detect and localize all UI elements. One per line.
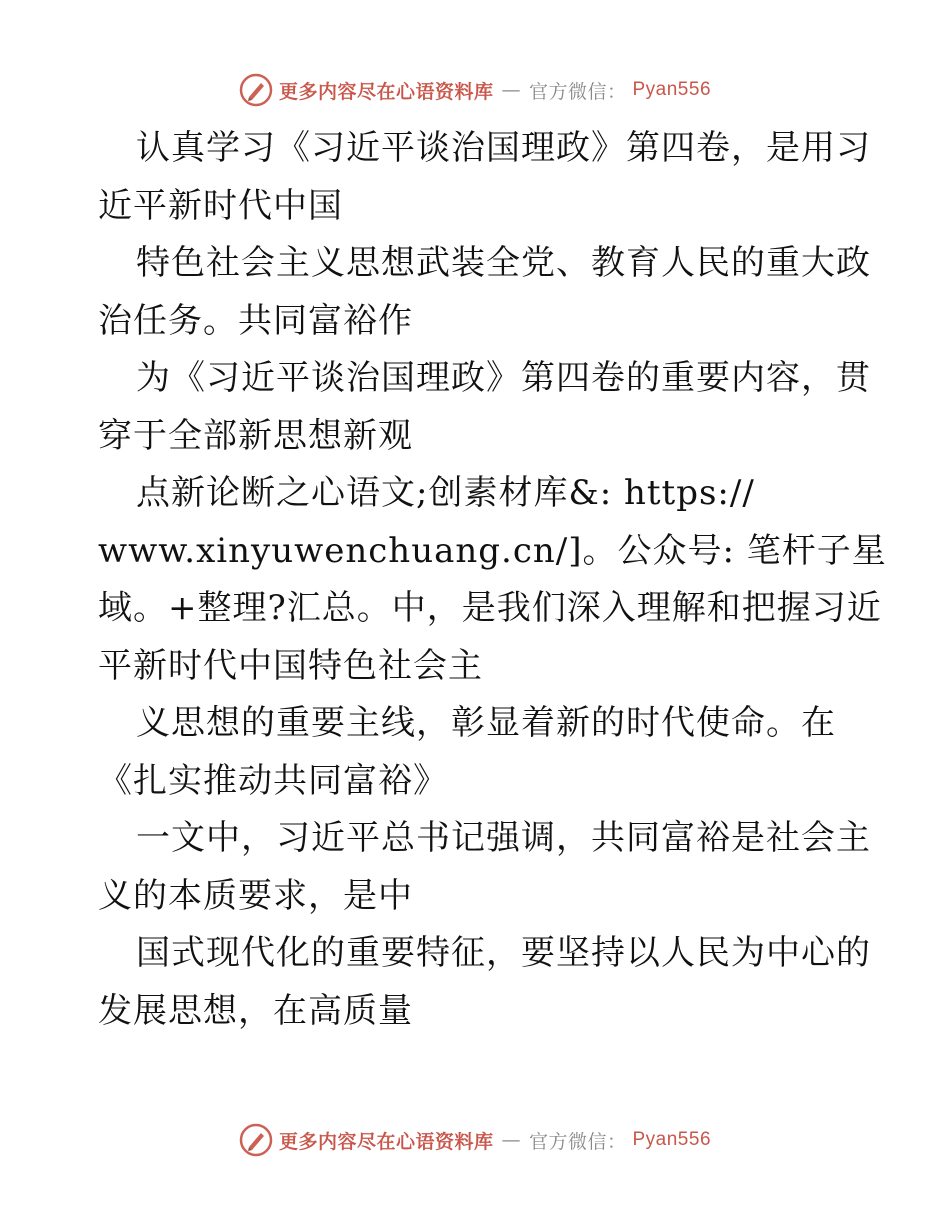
header-wechat-label: 官方微信：: [528, 80, 627, 103]
body-line: 《扎实推动共同富裕》: [98, 760, 448, 801]
body-line: 义的本质要求，是中: [98, 875, 413, 916]
pen-logo-icon: [239, 73, 273, 107]
header-banner-content: [239, 73, 711, 107]
body-line: 治任务。共同富裕作: [98, 300, 413, 341]
footer-wechat-id: Pyan556: [632, 1129, 712, 1150]
pen-logo-icon: [239, 1123, 273, 1157]
header-site-name: 更多内容尽在心语资料库: [278, 80, 494, 103]
body-line: 穿于全部新思想新观: [98, 415, 413, 456]
body-line: 特色社会主义思想武装全党、教育人民的重大政: [136, 243, 871, 283]
body-line: 域。+整理?汇总。中，是我们深入理解和把握习近: [98, 588, 882, 628]
body-line: 认真学习《习近平谈治国理政》第四卷，是用习: [136, 128, 871, 168]
body-line: 平新时代中国特色社会主: [98, 645, 483, 686]
document-body: [98, 120, 887, 1040]
footer-separator: —: [501, 1129, 521, 1151]
body-line: 为《习近平谈治国理政》第四卷的重要内容，贯: [136, 358, 871, 398]
body-line: 一文中，习近平总书记强调，共同富裕是社会主: [136, 818, 871, 858]
body-line: 义思想的重要主线，彰显着新的时代使命。在: [136, 703, 836, 743]
body-line: 点新论断之心语文;创素材库&: https://: [136, 473, 755, 513]
body-line: 发展思想，在高质量: [98, 990, 413, 1031]
header-banner: [0, 70, 950, 110]
footer-banner: [0, 1120, 950, 1160]
header-wechat-id: Pyan556: [632, 79, 712, 100]
footer-site-name: 更多内容尽在心语资料库: [278, 1130, 494, 1153]
body-line: 近平新时代中国: [98, 185, 343, 226]
body-line: 国式现代化的重要特征，要坚持以人民为中心的: [136, 933, 871, 973]
body-line: www.xinyuwenchuang.cn/]。公众号: 笔杆子星: [98, 530, 887, 571]
footer-wechat-label: 官方微信：: [528, 1130, 627, 1153]
header-separator: —: [501, 79, 521, 101]
footer-banner-content: [239, 1123, 711, 1157]
